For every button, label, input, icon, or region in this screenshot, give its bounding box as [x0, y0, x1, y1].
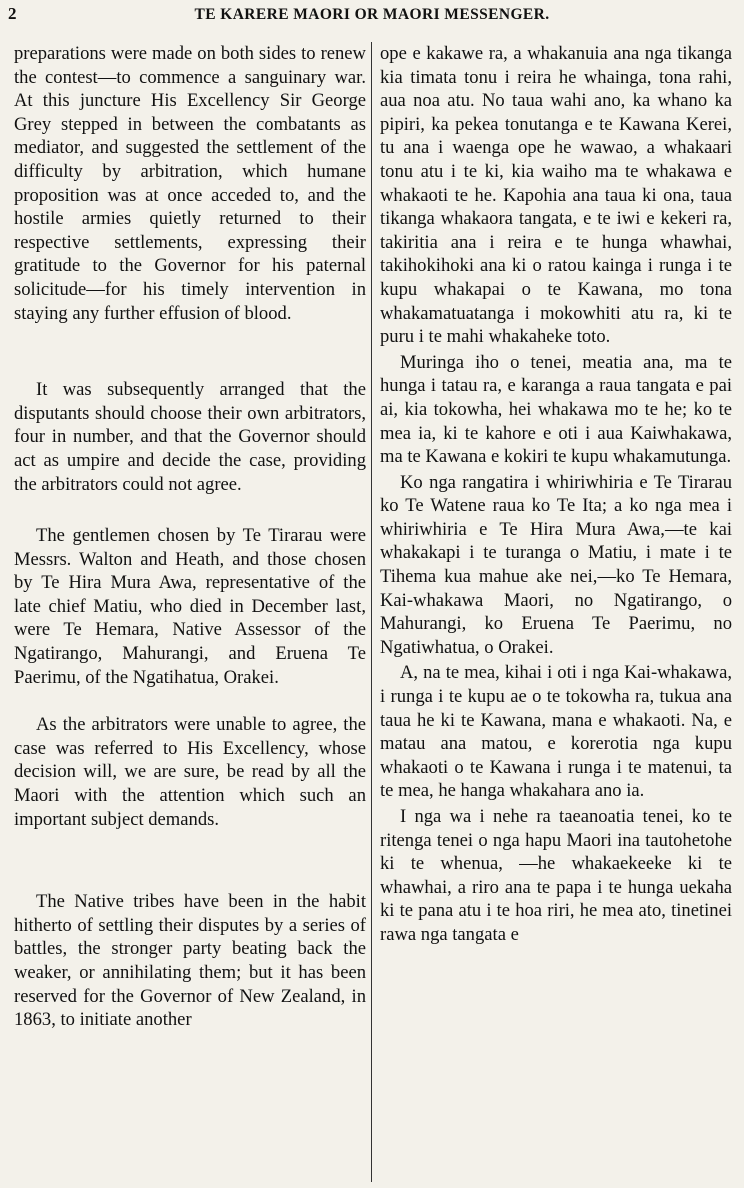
- english-paragraph-3: The gentlemen chosen by Te Tirarau were Messrs. Walton and Heath, and those chosen by Te Hira Mura Awa, representative of the late chief Matiu, who died in December last, were Te Hemara, Native Assessor of the Ngatirango, Mahurangi, and Eruena Te Paerimu, of the Ngatihatua, Orakei.: [14, 525, 366, 688]
- english-paragraph-4: As the arbitrators were unable to agree, the case was referred to His Excellency, whose decision will, we are sure, be read by all the Maori with the attention which such an important subject demands.: [14, 714, 366, 830]
- maori-paragraph-5: I nga wa i nehe ra taeanoatia tenei, ko te ritenga tenei o nga hapu Maori ina tautohetohe ki te whenua, —he whakaekeeke ki te whawhai, a riro ana te papa i te hunga uekaha ki te pana atu i te hoa riri, he mea ato, tinetinei rawa nga tangata e: [380, 806, 732, 945]
- page-number: 2: [8, 4, 17, 23]
- page-header: [0, 0, 744, 34]
- running-title: TE KARERE MAORI OR MAORI MESSENGER.: [194, 6, 550, 23]
- english-paragraph-2: It was subsequently arranged that the disputants should choose their own arbitrators, four in number, and that the Governor should act as umpire and decide the case, providing the arbitrators could not agree.: [14, 379, 366, 495]
- english-paragraph-5: The Native tribes have been in the habit hitherto of settling their disputes by a series of battles, the stronger party beating back the weaker, or annihilating them; but it has been reserved for the Governor of New Zealand, in 1863, to initiate another: [14, 891, 366, 1031]
- maori-paragraph-1: ope e kakawe ra, a whakanuia ana nga tikanga kia timata tonu i reira he whainga, tona rahi, aua noa atu. No taua wahi ano, ka whano ka pipiri, ka pekea tonutanga e te Kawana Kerei, tu ana i waenga ope he wawao, a whakaari tonu atu i te ki, kia waiho ma te whakawa e whakaoti te he. Kapohia ana taua ki ona, taua tikanga whakaora tangata, e te iwi e kekeri ra, takiritia ana i reira e te hunga whawhai, takihokihoki ana ki o ratou kainga i runga i te kupu whakapai o te Kawana, mo tona whakamatuatanga i mokowhiti atu ra, ki te puru i te mahi whakaheke toto.: [380, 43, 732, 348]
- english-paragraph-1: preparations were made on both sides to renew the contest—to commence a sanguinary war. At this juncture His Excellency Sir George Grey stepped in between the combatants as mediator, and suggested the settlement of the difficulty by arbitration, which humane proposition was at once acceded to, and the hostile armies quietly returned to their respective settlements, expressing their gratitude to the Governor for his paternal solicitude—for his timely intervention in staying any further effusion of blood.: [14, 43, 366, 324]
- maori-paragraph-4: A, na te mea, kihai i oti i nga Kai-whakawa, i runga i te kupu ae o te tokowha ra, tukua ana taua he ki te Kawana, mana e whakaoti. Na, e matau ana matou, e korerotia nga kupu whakaoti o te Kawana i runga i te matenui, ta te mea, he hanga whakahara ano ia.: [380, 662, 732, 802]
- maori-paragraph-2: Muringa iho o tenei, meatia ana, ma te hunga i tatau ra, e karanga a raua tangata e pai ai, kia tokowha, hei whakawa mo te he; ko te mea ia, ki te kahore e oti i aua Kaiwhakawa, ma te Kawana e kokiri te kupu whakamutunga.: [380, 351, 732, 468]
- maori-paragraph-3: Ko nga rangatira i whiriwhiria e Te Tirarau ko Te Watene raua ko Te Ita; a ko nga mea i whiriwhiria e Te Hira Mura Awa,—te kai whakakapi i te turanga o Matiu, i mate i te Tihema kua mahue ake nei,—ko Te Hemara, Kai-whakawa Maori, no Ngatirango, o Mahurangi, ko Eruena Te Paerimu, no Ngatiwhatua, o Orakei.: [380, 471, 732, 658]
- english-column: [14, 42, 366, 1186]
- column-divider: [371, 42, 372, 1182]
- maori-column: [380, 42, 732, 1186]
